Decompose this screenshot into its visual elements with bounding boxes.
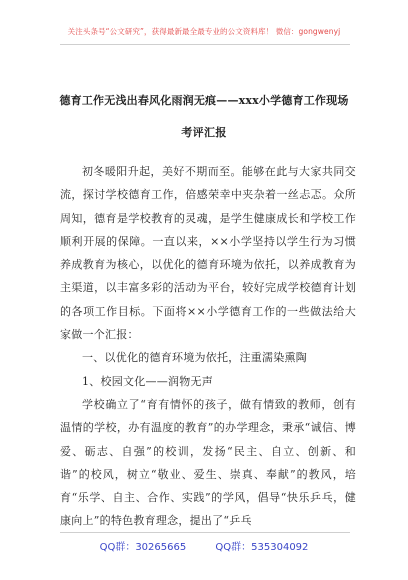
document-title: 德育工作无浅出春风化雨润无痕——xxx小学德育工作现场 — [59, 94, 349, 107]
document-body — [60, 160, 356, 533]
subsection-heading: 1、校园文化——润物无声 — [82, 374, 213, 388]
footer-divider — [60, 532, 350, 533]
paragraph-intro: 初冬暖阳升起，美好不期而至。能够在此与大家共同交流，探讨学校德育工作，倍感荣幸中夹杂着一丝忐忑。众所周知，德育是学校教育的灵魂，是学生健康成长和学校工作顺利开展的保障。一直以来，××小学坚持以学生行为习惯养成教育为核心，以优化的德育环境为依托，以养成教育为主渠道，以丰富多彩的活动为平台，较好完成学校德育计划的各项工作目标。下面将××小学德育工作的一些做法给大家做一个汇报： — [60, 165, 356, 342]
section-heading: 一、以优化的德育环境为依托，注重濡染熏陶 — [82, 351, 307, 365]
header-banner: 关注头条号“公文研究”，获得最新最全最专业的公文资料库！ 微信：gongwenyj — [67, 27, 341, 36]
document-title-continued: 考评汇报 — [181, 126, 227, 139]
header-divider — [60, 44, 350, 45]
paragraph-campus-culture: 学校确立了“育有情怀的孩子，做有情致的教师，创有温情的学校，办有温度的教育”的办学理念，秉承“诚信、博爱、砺志、自强”的校训，发扬“民主、自立、创新、和谐”的校风，树立“敬业、爱生、崇真、奉献”的教风，培育“乐学、自主、合作、实践”的学风，倡导“快乐乒乓，健康向上”的特色教育理念，提出了“乒乓 — [60, 397, 356, 528]
footer — [0, 538, 408, 553]
footer-qq-group-1: QQ群：30265665 — [99, 542, 187, 553]
footer-qq-group-2: QQ群：535304092 — [215, 542, 309, 553]
